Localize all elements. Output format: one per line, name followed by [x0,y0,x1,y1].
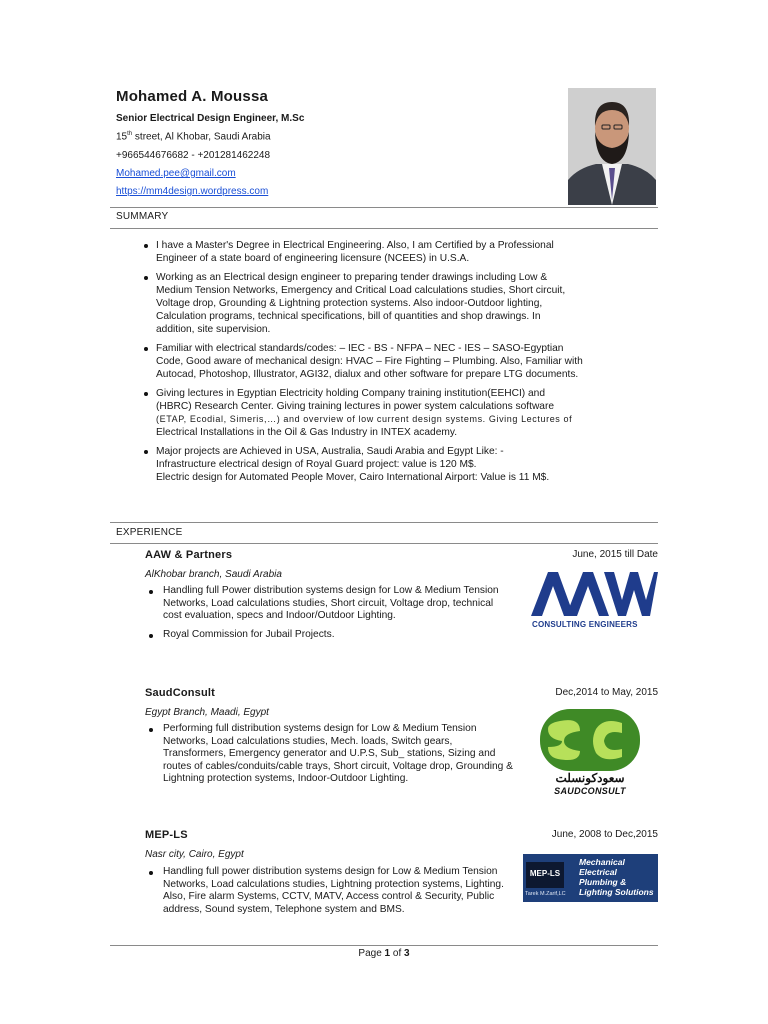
summary-line: Voltage drop, Grounding & Lightning protection systems. Also indoor-Outdoor lighting, [156,298,543,309]
aaw-logo [528,566,658,632]
mep-ls-tagline-line: Mechanical [579,857,625,867]
page-label: Page [358,948,385,959]
candidate-name: Mohamed A. Moussa [116,88,269,105]
mep-ls-tagline-line: Plumbing & [579,877,627,887]
summary-line: (HBRC) Research Center. Giving training lectures in power system calculations software [156,401,555,412]
summary-item [140,239,640,265]
aaw-logo-subtitle: CONSULTING ENGINEERS [532,620,638,629]
job-location: Nasr city, Cairo, Egypt [145,849,244,860]
summary-heading: SUMMARY [116,211,169,222]
saudconsult-logo-icon [534,707,646,773]
summary-line: addition, site supervision. [156,324,271,335]
current-page: 1 [384,948,391,959]
experience-top-divider [110,522,658,523]
profile-photo [568,88,656,205]
job-date: June, 2008 to Dec,2015 [551,829,658,840]
summary-line: Medium Tension Networks, Emergency and Critical Load calculations studies, Short circuit, [156,285,566,296]
summary-line: Electrical Installations in the Oil & Gas Industry in INTEX academy. [156,427,458,438]
mep-ls-badge [526,862,564,888]
summary-line: Autocad, Photoshop, Illustrator, AGI32, dialux and other software for prepare LTG documents. [156,369,579,380]
mep-ls-logo [523,854,658,902]
company-name: SaudConsult [145,687,216,699]
summary-line: Familiar with electrical standards/codes: – IEC - BS - NFPA – NEC - IES – SASO-Egyptian [156,343,564,354]
experience-divider [110,543,658,544]
summary-line: (ETAP, Ecodial, Simeris,…) and overview of low current design systems. Giving Lectures of [156,414,573,424]
mep-ls-badge-text: MEP-LS [529,869,561,878]
summary-line: I have a Master's Degree in Electrical Engineering. Also, I am Certified by a Professional [156,240,554,251]
job-title: Senior Electrical Design Engineer, M.Sc [116,113,305,124]
summary-item [140,445,640,484]
phone-line: +966544676682 - +201281462248 [116,150,271,161]
job-bullet: Handling full power distribution systems design for Low & Medium Tension Networks, Load calculations studies, Lightning protection systems, Lighting. Also, Fire alarm Systems, CCTV, MATV, Access control & Security, Public address, Sound system, Telephone system and BMS. [145,866,513,916]
summary-item [140,271,640,336]
total-pages: 3 [404,948,410,959]
summary-item [140,387,640,439]
page-number [0,948,768,959]
person-portrait-icon [568,88,656,205]
summary-divider [110,228,658,229]
job-bullet: Performing full distribution systems design for Low & Medium Tension Networks, Load calculations studies, Mech. loads, Switch gears, Transformers, Emergency generator and U.P.S, Sub_ stations, Sizing and routes of cables/conduits/cable trays, Short circuit, Voltage drop, Grounding & Lightning protection systems, Indoor-Outdoor Lighting. [145,723,513,786]
saudconsult-logo [534,707,646,799]
header-divider [110,207,658,208]
company-name: AAW & Partners [145,549,233,561]
experience-heading: EXPERIENCE [116,527,183,538]
saudconsult-logo-subtitle: SAUDCONSULT [554,786,626,796]
footer-divider [110,945,658,946]
company-name: MEP-LS [145,829,188,841]
summary-line: Calculation programs, technical specifications, bill of quantities and shop drawings. In [156,311,541,322]
job-bullets [145,723,513,792]
summary-line: Code, Good aware of mechanical design: HVAC – Fire Fighting – Plumbing. Also, Familiar with [156,356,583,367]
summary-item [140,342,640,381]
summary-line: Giving lectures in Egyptian Electricity holding Company training institution(EEHCI) and [156,388,546,399]
job-bullet: Handling full Power distribution systems design for Low & Medium Tension Networks, Load calculations studies, Short circuit, Voltage drop, technical cost evaluation, specs and Indoor/Outdoor Lighting. [145,585,513,623]
job-location: AlKhobar branch, Saudi Arabia [145,569,282,580]
saudconsult-arabic-text: سعودكونسلت [555,771,625,785]
summary-line: Major projects are Achieved in USA, Australia, Saudi Arabia and Egypt Like: - [156,446,504,457]
summary-line: Infrastructure electrical design of Royal Guard project: value is 120 M$. [156,459,477,470]
website-link[interactable]: https://mm4design.wordpress.com [116,186,269,197]
mep-ls-credit: Tarek M.Zarif,LC [525,891,566,897]
job-bullet: Royal Commission for Jubail Projects. [145,629,513,642]
mep-ls-tagline [579,857,654,897]
job-bullets [145,866,513,922]
job-bullets [145,585,513,647]
summary-line: Working as an Electrical design engineer to preparing tender drawings including Low & [156,272,548,283]
mep-ls-tagline-line: Electrical [579,867,617,877]
address-suffix: th [127,131,133,137]
job-location: Egypt Branch, Maadi, Egypt [145,707,269,718]
summary-list [140,239,640,490]
email-link[interactable]: Mohamed.pee@gmail.com [116,168,236,179]
job-date: Dec,2014 to May, 2015 [555,687,658,698]
address-rest: street, Al Khobar, Saudi Arabia [132,131,271,143]
address-line [116,131,271,142]
page-of-label: of [390,948,405,959]
address-number: 15 [116,131,128,143]
job-date: June, 2015 till Date [572,549,658,560]
summary-line: Electric design for Automated People Mover, Cairo International Airport: Value is 11 M$. [156,472,550,483]
summary-line: Engineer of a state board of engineering licensure (NCEES) in U.S.A. [156,253,470,264]
mep-ls-tagline-line: Lighting Solutions [579,887,654,897]
